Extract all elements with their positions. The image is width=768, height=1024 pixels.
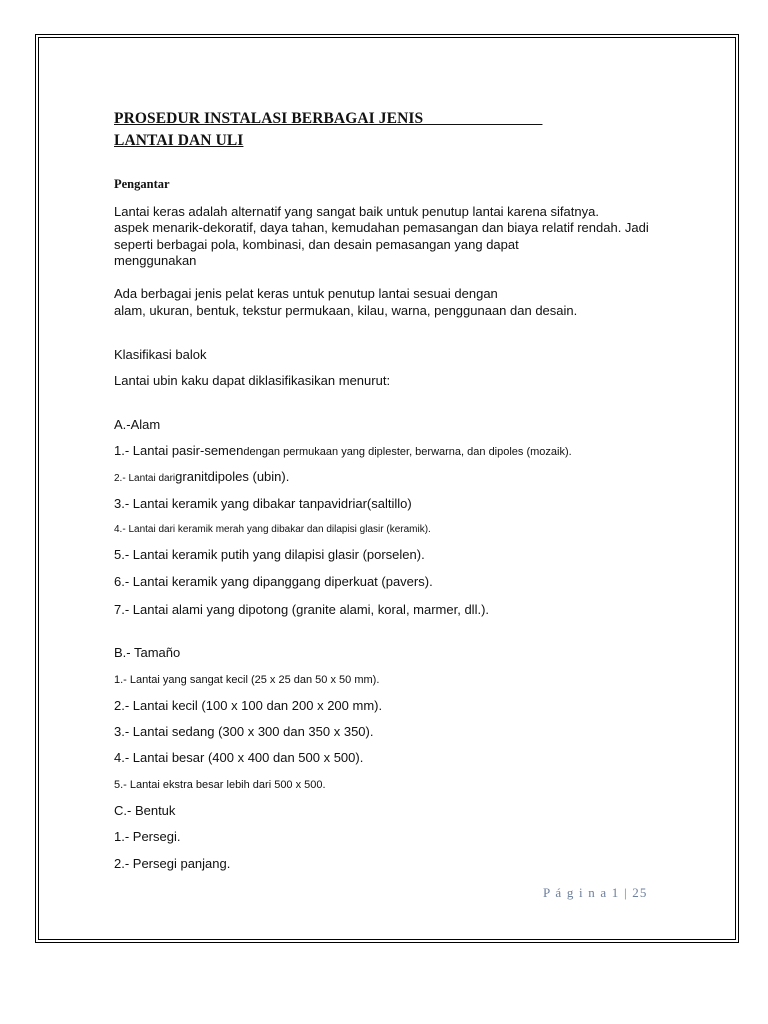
- section-b-item-5: 5.- Lantai ekstra besar lebih dari 500 x 500.: [114, 779, 326, 791]
- section-a-item-3: 3.- Lantai keramik yang dibakar tanpavidriar(saltillo): [114, 496, 412, 511]
- intro-para1-line4: menggunakan: [114, 253, 197, 268]
- intro-para1-line1: Lantai keras adalah alternatif yang sangat baik untuk penutup lantai karena sifatnya.: [114, 204, 599, 219]
- section-c-item-1: 1.- Persegi.: [114, 829, 181, 844]
- intro-para1-line2: aspek menarik-dekoratif, daya tahan, kemudahan pemasangan dan biaya relatif rendah. Jadi: [114, 220, 649, 235]
- section-a-item-2-main: granitdipoles (ubin).: [175, 469, 290, 484]
- section-a-item-7: 7.- Lantai alami yang dipotong (granite alami, koral, marmer, dll.).: [114, 602, 490, 617]
- section-b-item-1: 1.- Lantai yang sangat kecil (25 x 25 dan 50 x 50 mm).: [114, 674, 380, 686]
- section-c-heading: C.- Bentuk: [114, 803, 176, 818]
- intro-heading: Pengantar: [114, 177, 170, 191]
- section-a-item-5: 5.- Lantai keramik putih yang dilapisi glasir (porselen).: [114, 547, 425, 562]
- section-a-heading: A.-Alam: [114, 417, 161, 432]
- section-a-item-1-small: dengan permukaan yang diplester, berwarna, dan dipoles (mozaik).: [243, 446, 572, 458]
- section-b-item-4: 4.- Lantai besar (400 x 400 dan 500 x 500).: [114, 750, 364, 765]
- section-a-item-1-main: 1.- Lantai pasir-semen: [114, 443, 244, 458]
- section-b-item-3: 3.- Lantai sedang (300 x 300 dan 350 x 350).: [114, 724, 374, 739]
- intro-para2-line1: Ada berbagai jenis pelat keras untuk penutup lantai sesuai dengan: [114, 286, 498, 301]
- classification-intro: Lantai ubin kaku dapat diklasifikasikan menurut:: [114, 373, 391, 388]
- section-a-item-2: [114, 469, 289, 488]
- page-number-footer: P á g i n a 1 | 25: [543, 885, 648, 900]
- intro-para2-line2: alam, ukuran, bentuk, tekstur permukaan, kilau, warna, penggunaan dan desain.: [114, 303, 578, 318]
- classification-heading: Klasifikasi balok: [114, 347, 207, 362]
- section-b-item-2: 2.- Lantai kecil (100 x 100 dan 200 x 200 mm).: [114, 698, 383, 713]
- intro-para1-line3: seperti berbagai pola, kombinasi, dan desain pemasangan yang dapat: [114, 237, 519, 252]
- section-a-item-6: 6.- Lantai keramik yang dipanggang diperkuat (pavers).: [114, 574, 433, 589]
- section-a-item-4: 4.- Lantai dari keramik merah yang dibakar dan dilapisi glasir (keramik).: [114, 524, 431, 535]
- document-title-line-2: LANTAI DAN ULI: [114, 132, 244, 149]
- section-c-item-2: 2.- Persegi panjang.: [114, 856, 231, 871]
- section-a-item-1: [114, 443, 572, 461]
- section-b-heading: B.- Tamaño: [114, 645, 181, 660]
- document-title-line-1: PROSEDUR INSTALASI BERBAGAI JENIS: [114, 110, 543, 127]
- section-a-item-2-small: 2.- Lantai dari: [114, 473, 176, 484]
